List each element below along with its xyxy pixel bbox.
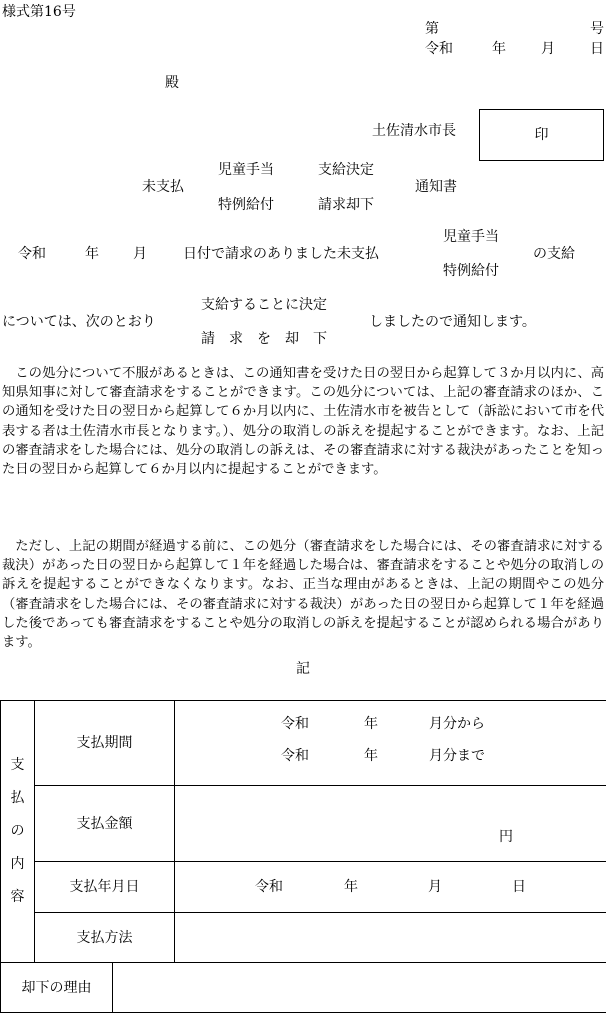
date-month: 月 — [428, 880, 442, 894]
line1-month: 月 — [133, 247, 147, 261]
amount-unit: 円 — [499, 830, 513, 844]
period-value-cell — [175, 701, 606, 786]
line2-option-top: 支給することに決定 — [201, 298, 327, 312]
line2-prefix: については、次のとおり — [2, 315, 156, 329]
appeal-notice-paragraph-2: ただし、上記の期間が経過する前に、この処分（審査請求をした場合には、その審査請求に対する裁決）があった日の翌日から起算して１年を経過した場合は、審査請求をすることや処分の取消しの訴えを提起することができなくなります。なお、正当な理由があるときは、上記の期間やこの処分（審査請求をした場合には、その審査請求に対する裁決）があった日の翌日から起算して１年を経過した後であっても審査請求をすることや処分の取消しの訴えを提起することが認められる場合があります。 — [2, 537, 604, 652]
side-char: 払 — [1, 782, 34, 815]
issuer-name: 土佐清水市長 — [372, 124, 456, 138]
title-suffix: 通知書 — [415, 180, 457, 194]
doc-date-year: 年 — [492, 42, 506, 56]
period-to-year: 年 — [364, 749, 378, 763]
date-day: 日 — [512, 880, 526, 894]
line1-year: 年 — [85, 247, 99, 261]
seal-label: 印 — [535, 128, 549, 142]
date-era: 令和 — [255, 880, 283, 894]
title-decision-bottom: 請求却下 — [318, 198, 374, 212]
line1-era: 令和 — [18, 247, 46, 261]
period-from-year: 年 — [364, 717, 378, 731]
line2-option-bottom: 請 求 を 却 下 — [201, 332, 327, 346]
line1-allowance-bottom: 特例給付 — [443, 264, 499, 278]
period-from-era: 令和 — [281, 717, 309, 731]
title-allowance-bottom: 特例給付 — [218, 198, 274, 212]
line1-suffix: の支給 — [533, 247, 575, 261]
addressee-suffix: 殿 — [165, 76, 179, 90]
period-label: 支払期間 — [35, 701, 175, 786]
payment-content-side-label — [1, 701, 35, 963]
title-prefix: 未支払 — [142, 180, 184, 194]
doc-date-month: 月 — [541, 42, 555, 56]
doc-date-day: 日 — [590, 42, 604, 56]
period-to-era: 令和 — [281, 749, 309, 763]
date-value-cell — [175, 862, 606, 913]
doc-date-era: 令和 — [425, 42, 453, 56]
line2-suffix: しましたので通知します。 — [369, 315, 536, 329]
line1-text: 日付で請求のありました未支払 — [183, 247, 379, 261]
side-char: の — [1, 815, 34, 848]
date-year: 年 — [344, 880, 358, 894]
line1-allowance-top: 児童手当 — [443, 230, 499, 244]
reject-reason-value-cell — [113, 963, 606, 1013]
payment-details-table — [0, 700, 606, 1013]
ki-heading: 記 — [296, 662, 310, 676]
side-char: 内 — [1, 848, 34, 881]
method-value-cell — [175, 913, 606, 963]
amount-value-cell — [175, 786, 606, 862]
reject-reason-label: 却下の理由 — [1, 963, 113, 1013]
side-char: 容 — [1, 881, 34, 914]
period-to-tail: 月分まで — [429, 749, 485, 763]
form-number: 様式第16号 — [2, 5, 76, 19]
method-label: 支払方法 — [35, 913, 175, 963]
date-label: 支払年月日 — [35, 862, 175, 913]
doc-no-go: 号 — [590, 22, 604, 36]
period-from-tail: 月分から — [429, 717, 485, 731]
doc-no-dai: 第 — [425, 22, 439, 36]
side-char: 支 — [1, 749, 34, 782]
amount-label: 支払金額 — [35, 786, 175, 862]
appeal-notice-paragraph-1: この処分について不服があるときは、この通知書を受けた日の翌日から起算して３か月以内に、高知県知事に対して審査請求をすることができます。この処分については、上記の審査請求のほか、この通知を受けた日の翌日から起算して６か月以内に、土佐清水市を被告として（訴訟において市を代表する者は土佐清水市長となります。）、処分の取消しの訴えを提起することができます。なお、上記の審査請求をした場合には、処分の取消しの訴えは、その審査請求に対する裁決があったことを知った日の翌日から起算して６か月以内に提起することができます。 — [2, 364, 604, 479]
seal-box — [479, 109, 604, 161]
title-allowance-top: 児童手当 — [218, 163, 274, 177]
title-decision-top: 支給決定 — [318, 163, 374, 177]
